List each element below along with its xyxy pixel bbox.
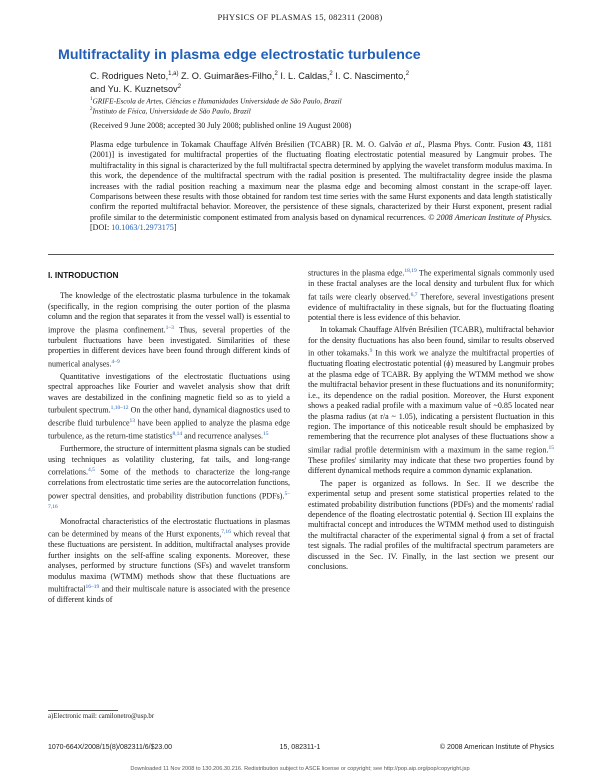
citation-link[interactable]: 1,10–12 xyxy=(110,404,129,411)
affiliation-number: 1 xyxy=(90,97,93,102)
doi-link[interactable]: 10.1063/1.2973175 xyxy=(111,223,174,233)
text: structures in the plasma edge. xyxy=(308,268,405,278)
abstract-text: Plasma edge turbulence in Tokamak Chauffage Alfvén Brésilien (TCABR) [R. M. O. Galvão xyxy=(90,140,406,149)
author-name: Z. O. Guimarães-Filho, xyxy=(178,71,275,82)
article-title: Multifractality in plasma edge electrostatic turbulence xyxy=(58,47,421,63)
citation-link[interactable]: 18,19 xyxy=(404,268,417,274)
author-name: I. C. Nascimento, xyxy=(332,71,406,82)
citation-link[interactable]: 15 xyxy=(548,444,554,451)
footer-issn: 1070-664X/2008/15(8)/082311/6/$23.00 xyxy=(48,744,173,751)
paragraph xyxy=(48,444,290,515)
citation-link[interactable]: 5–7,16 xyxy=(48,490,290,510)
left-column xyxy=(48,266,290,606)
doi-label: [DOI: xyxy=(90,223,112,233)
text: Monofractal characteristics of the electrostatic fluctuations in plasmas can be determined by means of the Hurst exponents, xyxy=(48,516,290,539)
text: The knowledge of the electrostatic plasma turbulence in the tokamak (specifically, in the region comprising the outer portion of the plasma column and the region that separates it from the vessel wall) is essential to improve the plasma confinement. xyxy=(48,291,290,335)
citation-link[interactable]: 8,14 xyxy=(172,431,183,438)
affiliation-text: GRIFE-Escola de Artes, Ciências e Humanidades Universidade de São Paulo, Brazil xyxy=(92,96,342,106)
abstract-volume: 43 xyxy=(523,140,532,149)
footnote-email: a)Electronic mail: camilonetro@usp.br xyxy=(48,713,155,720)
text: Quantitative investigations of the electrostatic fluctuations using spectral approaches like Fourier and wavelet analysis show that drift waves are destabilized in the confining magnetic field so as to yield a turbulent spectrum. xyxy=(48,371,290,415)
received-dates: (Received 9 June 2008; accepted 30 July 2008; published online 19 August 2008) xyxy=(90,121,352,130)
text: Thus, several properties of the turbulent fluctuations have been investigated. Similarities of these properties in different devices have been found through different kinds of numerical analyses. xyxy=(48,325,290,369)
citation-link[interactable]: 7,16 xyxy=(221,529,231,536)
author-mark: 1,a) xyxy=(168,71,179,77)
citation-link[interactable]: 1–3 xyxy=(165,324,174,331)
abstract xyxy=(90,140,552,234)
paragraph xyxy=(48,291,290,369)
text: On the other hand, dynamical diagnostics used to describe fluid turbulence xyxy=(48,405,290,428)
citation-link[interactable]: 9 xyxy=(369,348,373,355)
text: In tokamak Chauffage Alfvén Brésilien (TCABR), multifractal behavior for the density fluctuations has also been found, similar to results observed in other tokamaks. xyxy=(308,325,554,358)
paragraph xyxy=(308,266,554,323)
footer-copyright: © 2008 American Institute of Physics xyxy=(439,744,554,751)
author-name: I. L. Caldas, xyxy=(277,71,330,82)
citation-link[interactable]: 6,7 xyxy=(410,291,418,298)
text: and their multiscale nature is associated with the presence of different kinds of xyxy=(48,584,290,605)
text: The experimental signals commonly used in these fractal analyses are the local density and turbulent flux for which fat tails were clearly observed. xyxy=(308,268,554,302)
paragraph xyxy=(308,325,554,476)
paragraph: The paper is organized as follows. In Sec. II we describe the experimental setup and present some statistical properties related to the estimated probability distribution functions (PDFs) and the moments' radial dependence of the floating electrostatic potential ϕ. Section III explains the multifractal concept and introduces the WTMM method used to distinguish the multifractal character of the experimental signal ϕ from a set of fractal test signals. The radial profiles of the multifractal spectrum parameters are discussed in the Sec. IV. Finally, in the last section we present our conclusions. xyxy=(308,478,554,572)
citation-link[interactable]: 4–9 xyxy=(111,358,120,365)
abstract-etal: et al. xyxy=(405,140,423,149)
journal-header: PHYSICS OF PLASMAS 15, 082311 (2008) xyxy=(217,12,383,22)
right-column xyxy=(308,266,554,573)
doi-suffix: ] xyxy=(173,223,177,233)
copyright-notice: © 2008 American Institute of Physics. xyxy=(428,212,552,222)
author-mark: 2 xyxy=(177,84,182,91)
text: Some of the methods to characterize the long-range correlations from electrostatic time series are the autocorrelation functions, power spectral densities, and probability distribution functions (PDFs). xyxy=(48,467,290,501)
paragraph xyxy=(48,517,290,606)
text: and recurrence analyses. xyxy=(182,431,263,441)
text: Furthermore, the structure of intermittent plasma signals can be studied using techniques as volatility clustering, fat tails, and long-range correlations. xyxy=(48,444,290,477)
author-list xyxy=(90,69,550,95)
author-name: C. Rodrigues Neto, xyxy=(90,71,169,82)
affiliation-text: Instituto de Física, Universidade de São Paulo, Brazil xyxy=(92,106,251,116)
citation-link[interactable]: 16–19 xyxy=(85,584,100,591)
paragraph xyxy=(48,372,290,443)
author-mark: 2 xyxy=(329,71,333,77)
text: In this work we analyze the multifractal properties of fluctuating floating electrostatic potential (ϕ) measured by Langmuir probes at the plasma edge of TCABR. By applying the WTMM method we show the multifractal behavior present in these fluctuations and its nonuniformity; i.e., its dependence on the radial position. Moreover, the Hurst exponent shows a peaked radial profile with a maximum value of ~0.85 located near the plasma radius (at r/a ~ 1.05), indicating a persistent fluctuation in this region. The importance of this noticeable result should be emphasized by remembering that the recurrence plot analyses of these fluctuations show a similar radial profile determinism with a maximum in the same region. xyxy=(308,348,554,455)
section-heading: I. INTRODUCTION xyxy=(48,270,119,280)
abstract-divider xyxy=(48,254,554,255)
footnote-divider xyxy=(48,710,118,711)
affiliations xyxy=(90,95,550,116)
author-mark: 2 xyxy=(405,71,410,77)
author-mark: 2 xyxy=(274,71,278,77)
text: have been applied to analyze the plasma edge turbulence, as the return-time statistics xyxy=(48,418,290,441)
abstract-text: , Plasma Phys. Contr. Fusion xyxy=(422,140,524,149)
text: These profiles' similarity may indicate that these two properties found by different dynamical methods require a common dynamic explanation. xyxy=(308,455,554,476)
author-name: and Yu. K. Kuznetsov xyxy=(90,84,178,95)
citation-link[interactable]: 15 xyxy=(262,431,269,438)
citation-link[interactable]: 4,5 xyxy=(88,467,95,474)
text: Therefore, several investigations present evidence of multifractality in these signals, but for the fluctuating floating potential there is less evidence of this behavior. xyxy=(308,292,555,323)
abstract-text: , 1181 (2001)] is investigated for multifractal properties of the fluctuating floating electrostatic potential measured by Langmuir probes. The multifractality in this signal is characterized by the full multifractal spectra determined by applying the wavelet transform modulus maxima. In this work, the dependence of the multifractal spectrum with the radial position is presented. The multifractality degree inside the plasma increases with the radial position reaching a maximum near the plasma edge and becoming almost constant in the scrape-off layer. Comparisons between these results with those obtained for random test time series with the same Hurst exponents and data length statistically confirm the reported multifractal behavior. Moreover, the persistence of these signals, characterized by their Hurst exponent, present radial profile similar to the deterministic component estimated from analysis based on dynamical recurrences. xyxy=(90,140,552,222)
download-notice: Downloaded 11 Nov 2008 to 130.206.30.216. Redistribution subject to ASCE license or copyright; see http://pop.aip.org/pop/copyright.jsp xyxy=(130,766,470,772)
citation-link[interactable]: 13 xyxy=(129,418,136,425)
footer-page-number: 15, 082311-1 xyxy=(279,744,321,751)
text: which reveal that these fluctuations are persistent. In addition, multifractal analyses provide further insights on the self-affine scaling exponents. Moreover, these analyses, performed by structure functions (SFs) and wavelet transform modulus maxima (WTMM) methods show that these fluctuations are multifractal xyxy=(48,529,290,594)
affiliation-number: 2 xyxy=(90,107,93,113)
